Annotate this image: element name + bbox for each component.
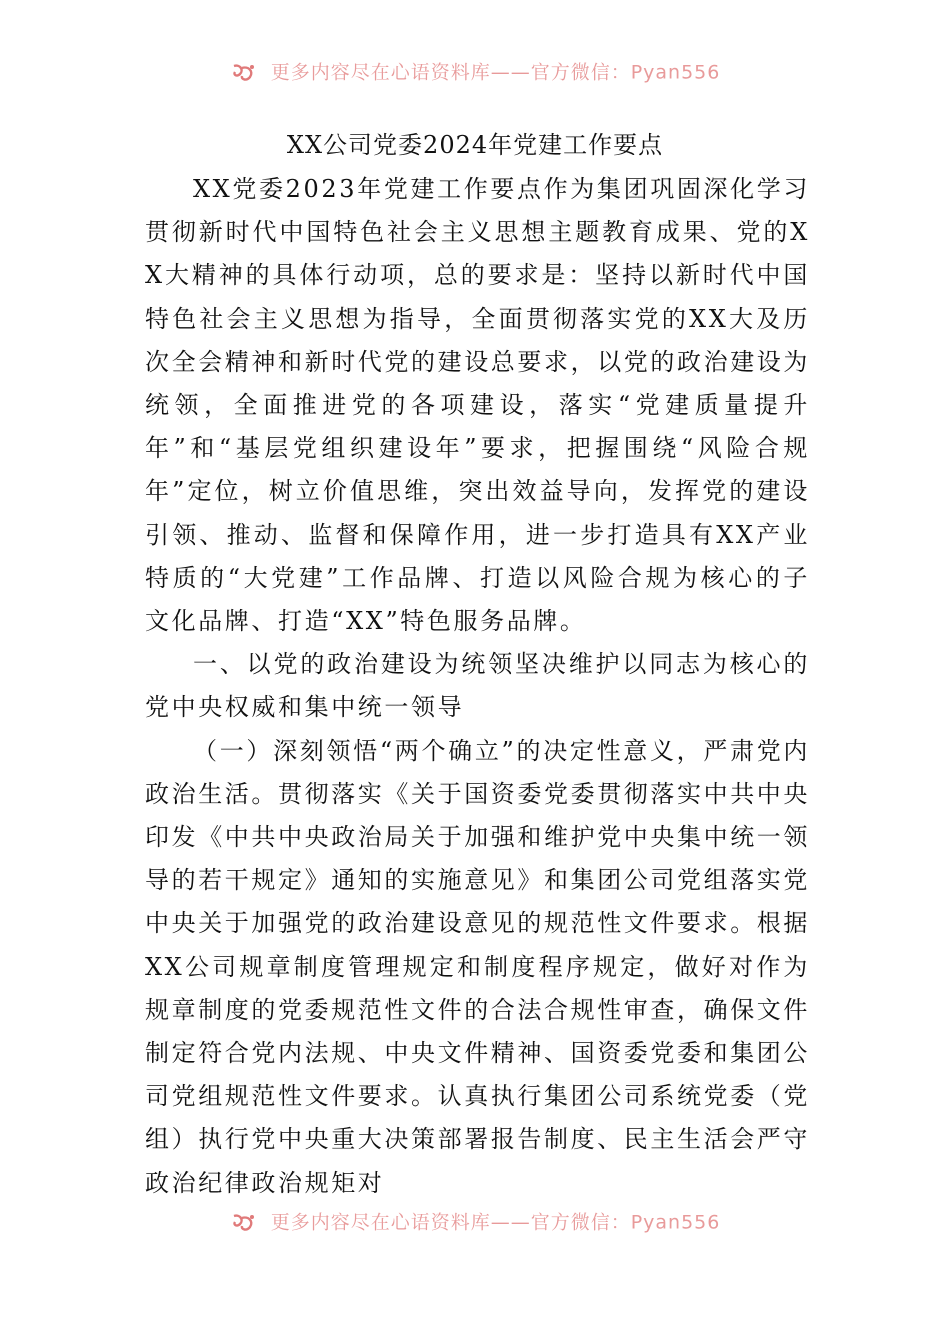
document-body xyxy=(145,168,810,1205)
document-title: XX公司党委2024年党建工作要点 xyxy=(286,131,664,159)
watermark-text: 更多内容尽在心语资料库——官方微信：Pyan556 xyxy=(270,61,721,84)
watermark-logo-icon xyxy=(230,62,258,84)
subsection-paragraph-1: （一）深刻领悟“两个确立”的决定性意义，严肃党内政治生活。贯彻落实《关于国资委党委贯彻落实中共中央印发《中共中央政治局关于加强和维护党中央集中统一领导的若干规定》通知的实施意见》和集团公司党组落实党中央关于加强党的政治建设意见的规范性文件要求。根据XX公司规章制度管理规定和制度程序规定，做好对作为规章制度的党委规范性文件的合法合规性审查，确保文件制定符合党内法规、中央文件精神、国资委党委和集团公司党组规范性文件要求。认真执行集团公司系统党委（党组）执行党中央重大决策部署报告制度、民主生活会严守政治纪律政治规矩对 xyxy=(145,736,810,1197)
intro-paragraph: XX党委2023年党建工作要点作为集团巩固深化学习贯彻新时代中国特色社会主义思想主题教育成果、党的XX大精神的具体行动项，总的要求是：坚持以新时代中国特色社会主义思想为指导，全面贯彻落实党的XX大及历次全会精神和新时代党的建设总要求，以党的政治建设为统领，全面推进党的各项建设，落实“党建质量提升年”和“基层党组织建设年”要求，把握围绕“风险合规年”定位，树立价值思维，突出效益导向，发挥党的建设引领、推动、监督和保障作用，进一步打造具有XX产业特质的“大党建”工作品牌、打造以风险合规为核心的子文化品牌、打造“XX”特色服务品牌。 xyxy=(145,175,810,636)
header-watermark xyxy=(0,58,950,86)
watermark-logo-icon xyxy=(230,1212,258,1234)
watermark-text: 更多内容尽在心语资料库——官方微信：Pyan556 xyxy=(270,1211,721,1234)
footer-watermark xyxy=(0,1208,950,1236)
section-heading-1: 一、以党的政治建设为统领坚决维护以同志为核心的党中央权威和集中统一领导 xyxy=(145,650,810,722)
